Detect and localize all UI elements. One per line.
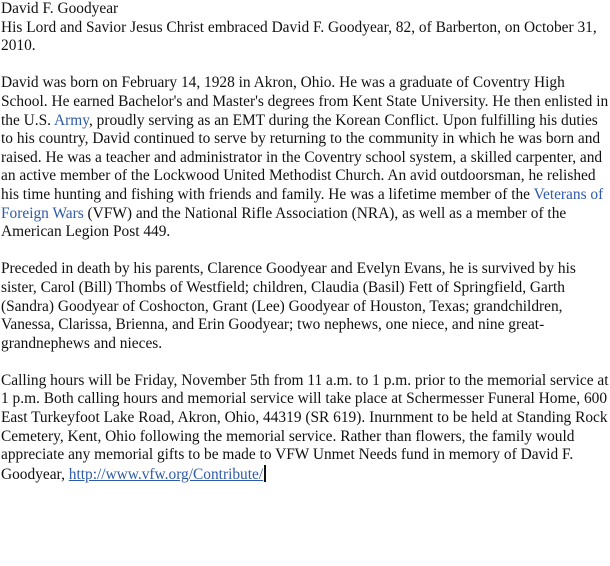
bio-text-part1: David was born on February 14, 1928 in Akron, Ohio. He was a graduate of Coventry High School. He earned Bachelor's and Master's degrees from Kent State University. He then enlisted in the U.S.: [1, 74, 609, 129]
vfw-link[interactable]: Veterans of Foreign Wars: [1, 185, 604, 222]
obituary-header: [1, 0, 609, 56]
services-last-line-prefix: Goodyear,: [1, 465, 69, 483]
bio-text-part3: (VFW) and the National Rifle Association (NRA), as well as a member of the American Legion Post 449.: [1, 204, 567, 241]
bio-text-part2: , proudly serving as an EMT during the Korean Conflict. Upon fulfilling his duties to his country, David continued to serve by returning to the community in which he was born and raised. He was a teacher and administrator in the Coventry school system, a skilled carpenter, and an active member of the Lockwood United Methodist Church. An avid outdoorsman, he relished his time hunting and fishing with friends and family. He was a lifetime member of the: [1, 111, 603, 203]
army-link[interactable]: Army: [54, 111, 89, 129]
intro-text: His Lord and Savior Jesus Christ embraced David F. Goodyear, 82, of Barberton, on October 31, 2010.: [1, 18, 597, 55]
services-paragraph: [1, 372, 609, 485]
text-cursor: [264, 465, 266, 482]
services-text: Calling hours will be Friday, November 5th from 11 a.m. to 1 p.m. prior to the memorial service at 1 p.m. Both calling hours and memorial service will take place at Schermesser Funeral Home, 600 East Turkeyfoot Lake Road, Akron, Ohio, 44319 (SR 619). Inurnment to be held at Standing Rock Cemetery, Kent, Ohio following the memorial service. Rather than flowers, the family would appreciate any memorial gifts to be made to VFW Unmet Needs fund in memory of David F.: [1, 371, 609, 464]
deceased-name: David F. Goodyear: [1, 0, 119, 17]
contribute-url-link[interactable]: http://www.vfw.org/Contribute/: [68, 465, 264, 483]
biography-paragraph: [1, 74, 609, 241]
family-paragraph: Preceded in death by his parents, Clarence Goodyear and Evelyn Evans, he is survived by his sister, Carol (Bill) Thombs of Westfield; children, Claudia (Basil) Fett of Springfield, Garth (Sandra) Goodyear of Coshocton, Grant (Lee) Goodyear of Houston, Texas; grandchildren, Vanessa, Clarissa, Brienna, and Erin Goodyear; two nephews, one niece, and nine great-grandnephews and nieces.: [1, 260, 576, 352]
